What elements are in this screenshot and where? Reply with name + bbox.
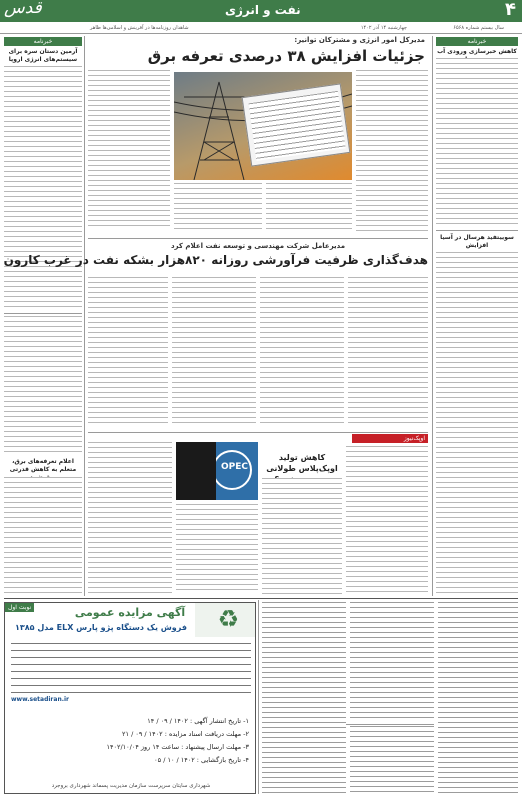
column-rule — [84, 36, 85, 596]
left-article-body-1 — [4, 66, 82, 311]
issue-date: چهارشنبه ۱۴ آذر ۱۴۰۲ — [360, 25, 407, 31]
classified-notice-1 — [438, 602, 518, 794]
right-headline-1: کاهش خبرسازی ورودی آب — [437, 48, 517, 55]
pump-jack-silhouette — [176, 442, 216, 500]
left-article-body-2 — [4, 316, 82, 456]
left-headline-1: آرمین دستان سره برای سیستم‌های انرژی اروپا — [8, 48, 78, 63]
opec-body-left2 — [176, 504, 258, 594]
main-article-title: جزئیات افزایش ۳۸ درصدی تعرفه برق — [147, 47, 425, 65]
tariff-table-image — [242, 83, 351, 166]
opec-news-badge: اوپک‌نیوز — [352, 434, 428, 443]
page-header-bar — [0, 0, 522, 22]
column-rule — [432, 36, 433, 596]
tender-tag: نوبت اول — [5, 603, 34, 612]
tender-signature: شهرداری سایتان سرپرست سازمان مدیریت پسماند شهرداری بروجرد — [51, 783, 211, 789]
feature-body-col3 — [260, 277, 344, 427]
tender-schedule-line: ۴- تاریخ بازگشایی : ۱۴۰۲ / ۱۰ / ۰۵ — [154, 756, 249, 764]
divider — [4, 313, 82, 314]
tender-ad — [4, 602, 256, 794]
tender-schedule-line: ۲- مهلت دریافت اسناد مزایده : ۱۴۰۲ / ۰۹ / ۲۱ — [122, 730, 249, 738]
right-article-body-1 — [436, 58, 518, 228]
divider — [436, 230, 518, 231]
tender-schedule — [9, 715, 249, 767]
recycle-icon: ♻ — [217, 605, 239, 633]
feature-body-col1 — [88, 277, 168, 427]
issue-info-bar — [0, 22, 522, 34]
masthead-logo: قدس — [4, 0, 42, 18]
opec-logo-text: OPEC — [221, 462, 248, 472]
opec-body-mid — [262, 478, 342, 594]
opec-title: کاهش تولید اوپک‌پلاس طولانی — [266, 453, 338, 473]
right-article-body-2 — [436, 252, 518, 595]
feature-kicker: مدیرعامل شرکت مهندسی و توسعه نفت اعلام کرد — [170, 242, 346, 250]
left-section-label: خبرنامه — [4, 37, 82, 46]
divider — [346, 724, 434, 725]
opec-body-left — [88, 442, 172, 594]
section-title: نفت و انرژی — [225, 3, 301, 17]
main-article-kicker: مدیرکل امور انرژی و مشترکان توانیر: — [294, 36, 425, 44]
feature-body-col2 — [172, 277, 256, 427]
main-article-body-right — [356, 70, 428, 233]
ad-section-divider — [4, 598, 518, 599]
main-article-body-mid2 — [266, 183, 352, 233]
tender-website[interactable]: www.setadiran.ir — [11, 696, 70, 703]
tender-description — [11, 643, 251, 695]
opec-body-right — [346, 446, 428, 594]
tender-subtitle: فروش یک دستگاه پژو پارس ELX مدل ۱۳۸۵ — [15, 623, 187, 632]
main-article-body-left — [88, 70, 170, 230]
recycle-logo — [195, 603, 255, 637]
opec-photo — [176, 442, 258, 500]
feature-body-col4 — [348, 277, 428, 427]
issue-number: سال بیستم شماره ۶۵۶۸ — [453, 25, 504, 31]
tender-title: آگهی مزایده عمومی — [74, 606, 186, 619]
divider — [88, 432, 428, 433]
tender-schedule-line: ۳- مهلت ارسال پیشنهاد : ساعت ۱۴ روز ۱۴۰۲/۱۰/۰۴ — [106, 743, 249, 751]
classified-notice-2 — [350, 602, 434, 722]
left-headline-2: اعلام تعرفه‌های برق، متعلم به کاهش قدرتی — [9, 458, 77, 473]
left-article-body-3 — [4, 477, 82, 597]
feature-title: هدف‌گذاری ظرفیت فرآورشی روزانه ۸۲۰هزار بشکه نفت در غرب کارون — [3, 253, 428, 267]
tender-schedule-line: ۱- تاریخ انتشار آگهی : ۱۴۰۲ / ۰۹ / ۱۴ — [147, 717, 249, 725]
tagline: شاهدان روزنامه‌ها در آفرینش و اسلامی‌ها ظاهر — [90, 25, 189, 31]
page-number: ۴ — [505, 0, 516, 20]
power-tower-photo — [174, 72, 352, 180]
classified-notice-4 — [350, 726, 434, 794]
main-article-body-mid1 — [174, 183, 262, 233]
right-headline-2: سوییتفید هرسال در آسیا افزایش — [440, 234, 514, 249]
column-rule — [258, 600, 259, 794]
right-section-label: خبرنامه — [436, 37, 518, 46]
divider — [88, 238, 428, 239]
classified-notice-3 — [262, 602, 346, 794]
